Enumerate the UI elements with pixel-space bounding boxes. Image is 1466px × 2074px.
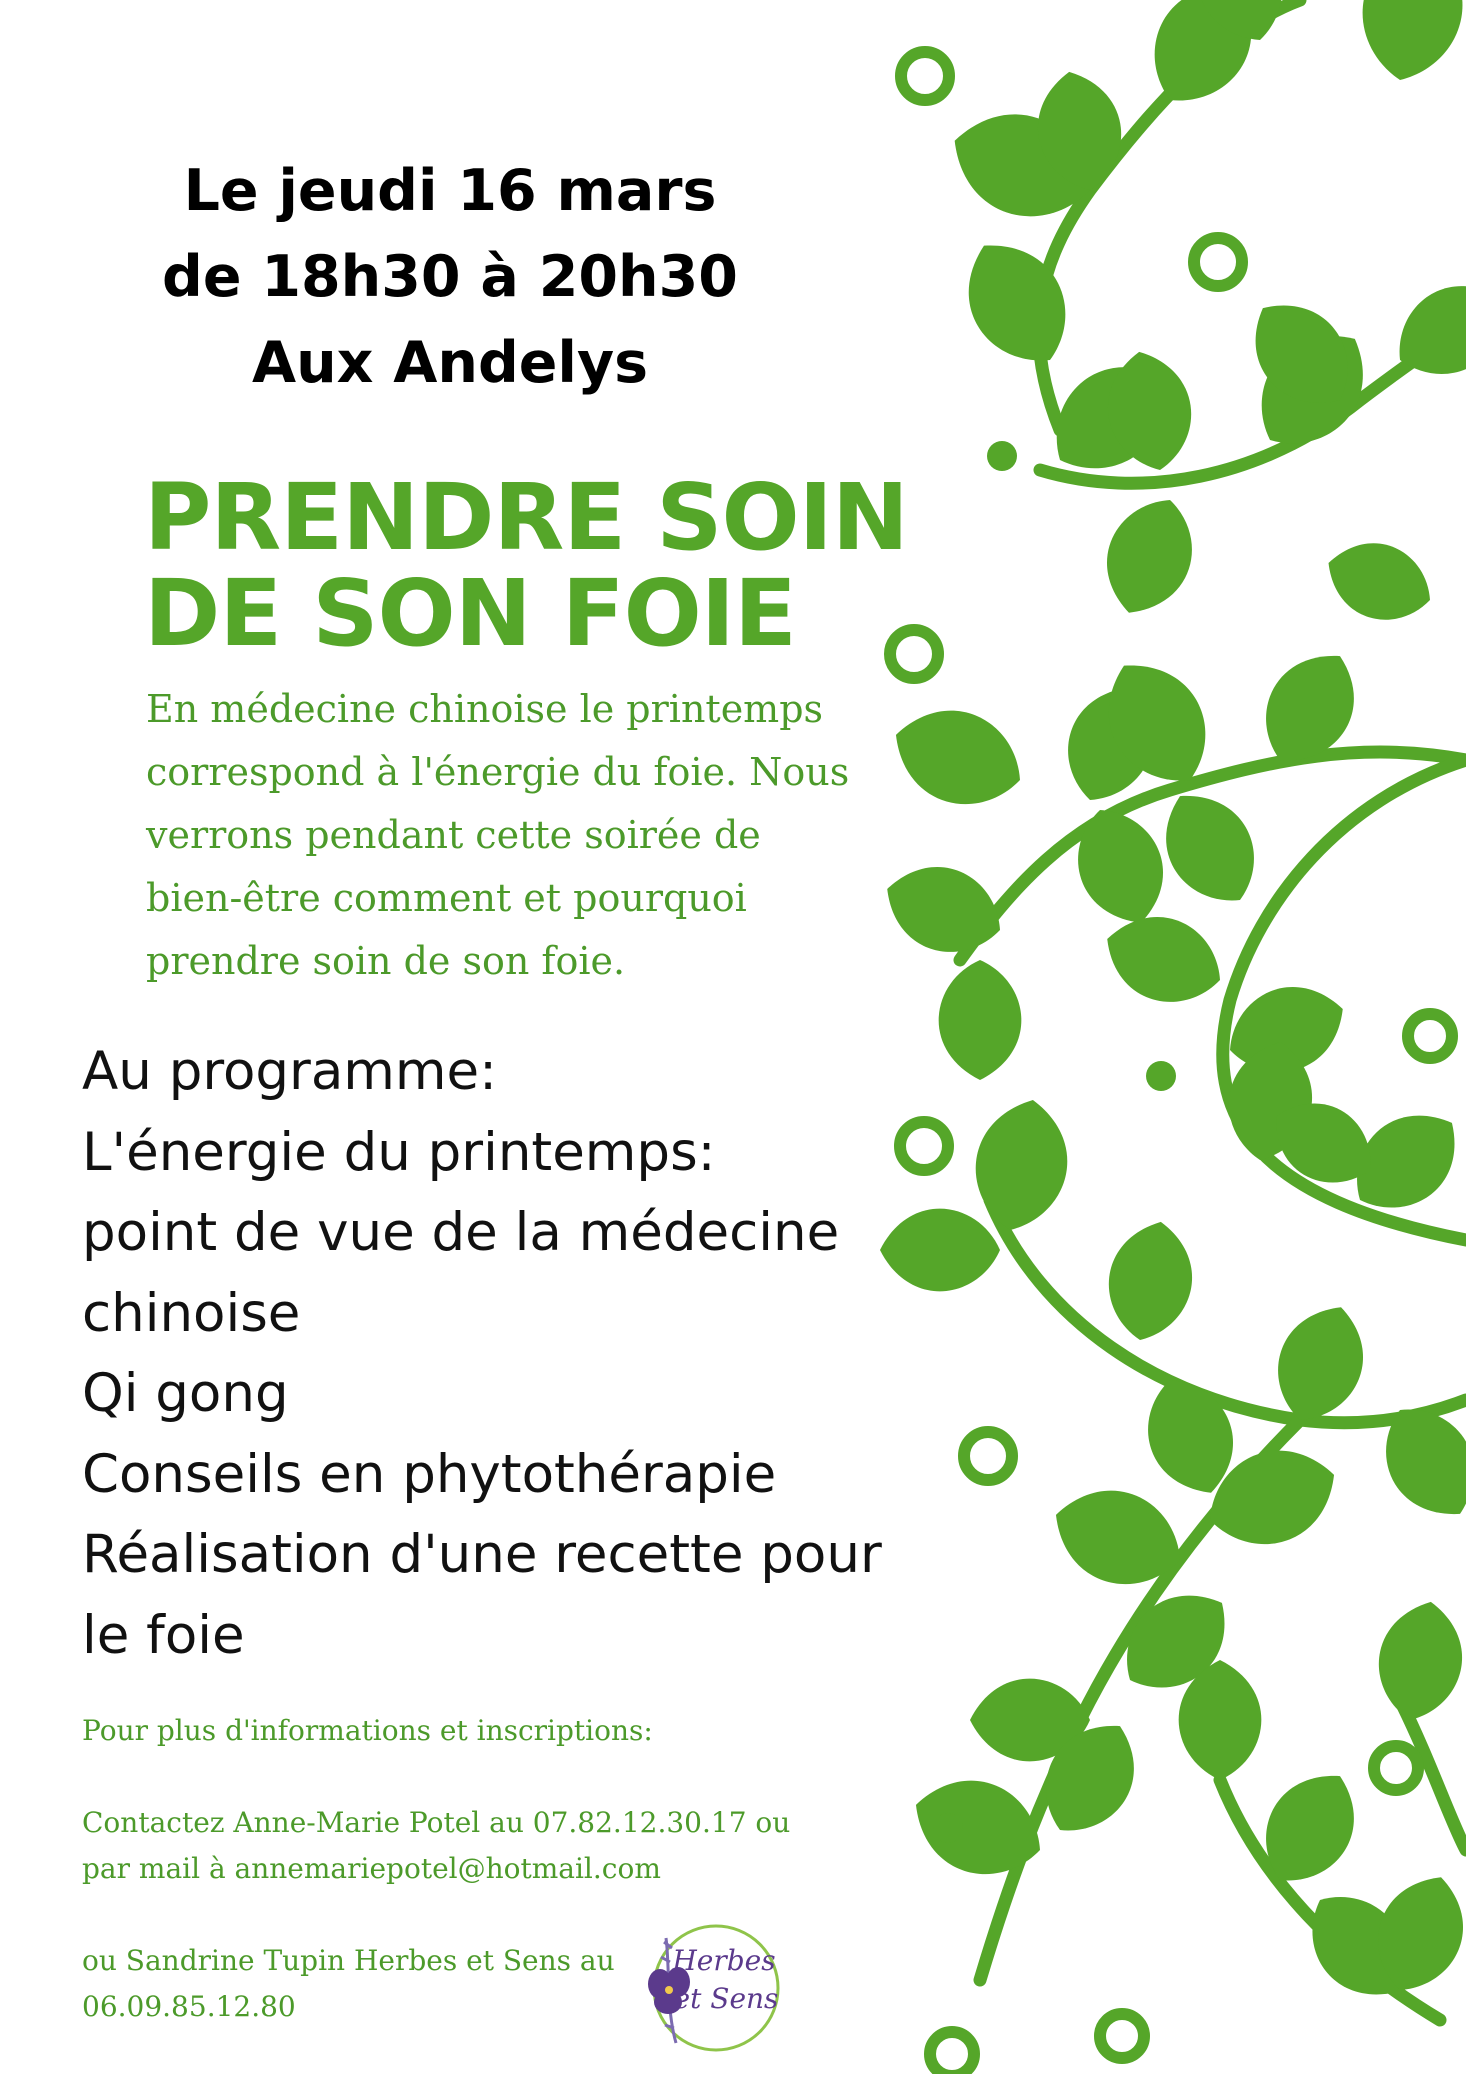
logo-text-1: Herbes bbox=[672, 1944, 776, 1977]
event-info bbox=[80, 148, 820, 406]
programme-item: Conseils en phytothérapie bbox=[82, 1443, 777, 1505]
sandrine-phone: 06.09.85.12.80 bbox=[82, 1990, 296, 2023]
herbes-et-sens-logo bbox=[636, 1918, 786, 2058]
programme-item: chinoise bbox=[82, 1282, 301, 1344]
sandrine-line: ou Sandrine Tupin Herbes et Sens au bbox=[82, 1944, 615, 1977]
contact-info-heading bbox=[82, 1708, 802, 1754]
intro-line: verrons pendant cette soirée de bbox=[146, 813, 761, 857]
intro-line: prendre soin de son foie. bbox=[146, 939, 626, 983]
event-date: Le jeudi 16 mars bbox=[183, 158, 717, 224]
programme-item: Réalisation d'une recette pour bbox=[82, 1524, 882, 1585]
intro-line: bien-être comment et pourquoi bbox=[146, 876, 747, 920]
info-line: Pour plus d'informations et inscriptions: bbox=[82, 1714, 653, 1747]
intro-paragraph bbox=[146, 678, 866, 993]
programme-item: L'énergie du printemps: bbox=[82, 1121, 716, 1183]
title-line-1: PRENDRE SOIN bbox=[144, 464, 908, 571]
event-place: Aux Andelys bbox=[251, 330, 649, 396]
intro-line: En médecine chinoise le printemps bbox=[146, 687, 824, 731]
event-time: de 18h30 à 20h30 bbox=[162, 244, 738, 310]
vine-decoration bbox=[840, 0, 1466, 2074]
logo-text-2: et Sens bbox=[673, 1982, 779, 2015]
intro-line: correspond à l'énergie du foie. Nous bbox=[146, 750, 850, 794]
programme-item: Qi gong bbox=[82, 1363, 289, 1424]
programme-list bbox=[82, 1032, 922, 1676]
title-line-2: DE SON FOIE bbox=[144, 560, 796, 667]
flyer-title bbox=[144, 464, 908, 667]
contact-phone-line: Contactez Anne-Marie Potel au 07.82.12.30.17 ou bbox=[82, 1806, 791, 1839]
programme-heading: Au programme: bbox=[82, 1041, 498, 1102]
contact-email-line: par mail à annemariepotel@hotmail.com bbox=[82, 1852, 661, 1885]
contact-anne-marie bbox=[82, 1800, 802, 1892]
programme-item: point de vue de la médecine bbox=[82, 1202, 840, 1263]
programme-item: le foie bbox=[82, 1604, 245, 1666]
